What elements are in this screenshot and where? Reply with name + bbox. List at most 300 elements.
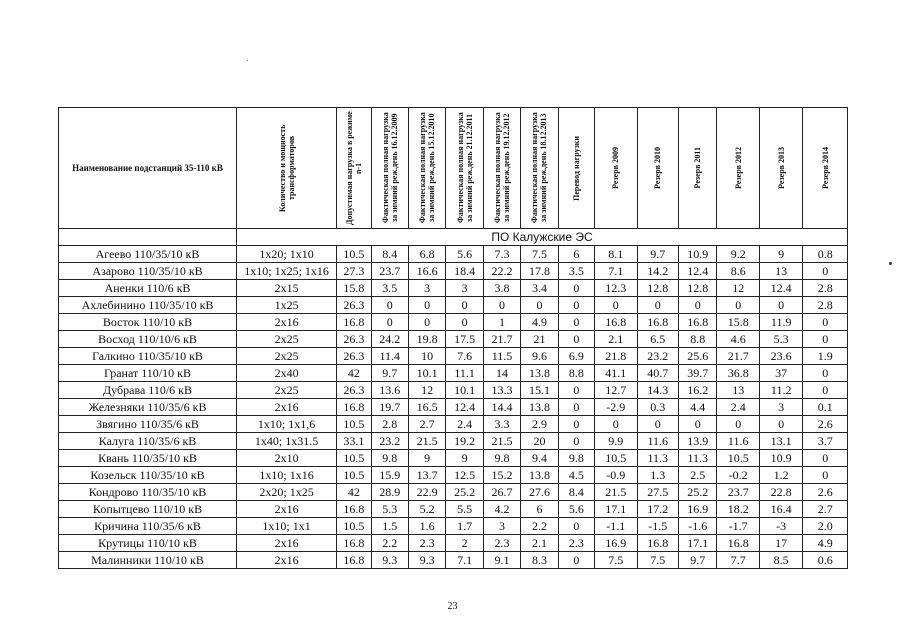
header-load-2013 (521, 108, 558, 229)
cell-load-2009: 23.7 (371, 263, 408, 280)
cell-substation-name: Агеево 110/35/10 кВ (59, 246, 237, 263)
cell-substation-name: Восход 110/10/6 кВ (59, 331, 237, 348)
cell-load-2010: 6.8 (408, 246, 445, 263)
cell-reserve-2011: 13.9 (679, 433, 717, 450)
header-load-2012 (483, 108, 520, 229)
header-label: Допустимая нагрузка в режиме n-1 (344, 111, 363, 225)
cell-load-2010: 9 (408, 450, 445, 467)
cell-reserve-2012: 16.8 (717, 535, 759, 552)
cell-reserve-2012: 0 (717, 416, 759, 433)
cell-load-2011: 19.2 (446, 433, 483, 450)
cell-load-2012: 4.2 (483, 501, 520, 518)
cell-reserve-2012: 8.6 (717, 263, 759, 280)
cell-reserve-2013: 10.9 (759, 450, 802, 467)
cell-reserve-2014: 2.7 (803, 501, 848, 518)
cell-load-2013: 13.8 (521, 399, 558, 416)
cell-reserve-2013: 9 (759, 246, 802, 263)
cell-permissible-load: 26.3 (337, 348, 371, 365)
cell-transformers: 2x16 (237, 314, 337, 331)
cell-reserve-2010: 0 (637, 416, 678, 433)
table-header-row (59, 108, 848, 229)
cell-reserve-2009: 8.1 (595, 246, 637, 263)
cell-load-2011: 5.5 (446, 501, 483, 518)
table-row (59, 280, 848, 297)
cell-reserve-2012: 15.8 (717, 314, 759, 331)
cell-reserve-2014: 0 (803, 467, 848, 484)
cell-substation-name: Восток 110/10 кВ (59, 314, 237, 331)
table-row (59, 365, 848, 382)
header-label: Резерв 2013 (776, 147, 786, 189)
cell-substation-name: Малинники 110/10 кВ (59, 552, 237, 569)
cell-load-2009: 19.7 (371, 399, 408, 416)
cell-reserve-2011: 0 (679, 416, 717, 433)
cell-load-2009: 0 (371, 314, 408, 331)
cell-reserve-2011: 2.5 (679, 467, 717, 484)
cell-load-2013: 9.6 (521, 348, 558, 365)
cell-reserve-2010: 16.8 (637, 314, 678, 331)
cell-load-2011: 0 (446, 297, 483, 314)
cell-load-2010: 10 (408, 348, 445, 365)
cell-reserve-2009: 16.8 (595, 314, 637, 331)
cell-load-2013: 17.8 (521, 263, 558, 280)
header-load-transfer (558, 108, 594, 229)
cell-reserve-2013: 8.5 (759, 552, 802, 569)
table-row (59, 246, 848, 263)
header-label: Резерв 2009 (611, 147, 621, 189)
cell-reserve-2013: 22.8 (759, 484, 802, 501)
cell-reserve-2009: 10.5 (595, 450, 637, 467)
cell-transformers: 1x40; 1x31.5 (237, 433, 337, 450)
table-row (59, 348, 848, 365)
cell-reserve-2012: -1.7 (717, 518, 759, 535)
cell-permissible-load: 15.8 (337, 280, 371, 297)
cell-load-2010: 22.9 (408, 484, 445, 501)
cell-transformers: 2x40 (237, 365, 337, 382)
cell-reserve-2010: 14.3 (637, 382, 678, 399)
cell-load-2012: 15.2 (483, 467, 520, 484)
cell-load-2010: 0 (408, 297, 445, 314)
cell-load-2009: 23.2 (371, 433, 408, 450)
cell-reserve-2009: -1.1 (595, 518, 637, 535)
cell-reserve-2014: 0.6 (803, 552, 848, 569)
header-label: Перевод нагрузки (571, 135, 581, 201)
cell-reserve-2010: 0 (637, 297, 678, 314)
cell-reserve-2011: 12.8 (679, 280, 717, 297)
cell-reserve-2013: 13 (759, 263, 802, 280)
cell-load-2010: 21.5 (408, 433, 445, 450)
cell-load-2011: 25.2 (446, 484, 483, 501)
cell-transformers: 2x10 (237, 450, 337, 467)
cell-load-2009: 8.4 (371, 246, 408, 263)
cell-load-transfer: 0 (558, 382, 594, 399)
cell-load-2010: 2.7 (408, 416, 445, 433)
cell-transformers: 1x10; 1x16 (237, 467, 337, 484)
header-label: Резерв 2014 (820, 147, 830, 189)
cell-reserve-2013: 11.2 (759, 382, 802, 399)
cell-reserve-2012: 18.2 (717, 501, 759, 518)
header-label: Фактическая полная нагрузка за зимний реж.день 15.12.2010 (418, 112, 437, 224)
cell-load-2010: 19.8 (408, 331, 445, 348)
cell-load-2011: 7.1 (446, 552, 483, 569)
cell-reserve-2013: 23.6 (759, 348, 802, 365)
cell-reserve-2012: 7.7 (717, 552, 759, 569)
cell-reserve-2012: 2.4 (717, 399, 759, 416)
table-row (59, 297, 848, 314)
cell-transformers: 2x25 (237, 331, 337, 348)
table-row (59, 552, 848, 569)
header-reserve-2010 (637, 108, 678, 229)
cell-reserve-2009: -2.9 (595, 399, 637, 416)
header-label: Фактическая полная нагрузка за зимний реж.день 19.12.2012 (493, 112, 512, 224)
header-reserve-2012 (717, 108, 759, 229)
cell-load-2012: 21.5 (483, 433, 520, 450)
scan-speck (247, 60, 248, 61)
cell-reserve-2010: 1.3 (637, 467, 678, 484)
header-load-2010 (408, 108, 445, 229)
cell-transformers: 2x15 (237, 280, 337, 297)
cell-load-transfer: 6 (558, 246, 594, 263)
cell-reserve-2014: 0 (803, 314, 848, 331)
cell-reserve-2010: 16.8 (637, 535, 678, 552)
cell-load-2011: 12.5 (446, 467, 483, 484)
cell-reserve-2010: 40.7 (637, 365, 678, 382)
cell-load-transfer: 4.5 (558, 467, 594, 484)
cell-permissible-load: 10.5 (337, 246, 371, 263)
cell-reserve-2009: 0 (595, 297, 637, 314)
cell-reserve-2013: -3 (759, 518, 802, 535)
cell-permissible-load: 16.8 (337, 552, 371, 569)
cell-reserve-2011: 12.4 (679, 263, 717, 280)
cell-load-2013: 7.5 (521, 246, 558, 263)
cell-permissible-load: 27.3 (337, 263, 371, 280)
cell-reserve-2014: 0 (803, 365, 848, 382)
cell-reserve-2012: 4.6 (717, 331, 759, 348)
table-row (59, 467, 848, 484)
cell-load-2012: 1 (483, 314, 520, 331)
cell-load-transfer: 0 (558, 280, 594, 297)
cell-load-2012: 0 (483, 297, 520, 314)
cell-load-2011: 7.6 (446, 348, 483, 365)
cell-load-2009: 11.4 (371, 348, 408, 365)
header-label: Резерв 2011 (693, 147, 703, 189)
cell-load-2011: 17.5 (446, 331, 483, 348)
cell-reserve-2013: 37 (759, 365, 802, 382)
header-label: Резерв 2010 (653, 147, 663, 189)
cell-load-2013: 8.3 (521, 552, 558, 569)
cell-reserve-2011: 11.3 (679, 450, 717, 467)
cell-load-2012: 2.3 (483, 535, 520, 552)
table-row (59, 518, 848, 535)
cell-reserve-2014: 2.8 (803, 297, 848, 314)
cell-load-2012: 11.5 (483, 348, 520, 365)
cell-load-transfer: 5.6 (558, 501, 594, 518)
cell-transformers: 1x10; 1x1 (237, 518, 337, 535)
header-load-2009 (371, 108, 408, 229)
header-label: Резерв 2012 (733, 147, 743, 189)
cell-load-2011: 18.4 (446, 263, 483, 280)
cell-substation-name: Крутицы 110/10 кВ (59, 535, 237, 552)
cell-transformers: 1x10; 1x1,6 (237, 416, 337, 433)
cell-load-2010: 2.3 (408, 535, 445, 552)
cell-reserve-2009: 7.1 (595, 263, 637, 280)
cell-reserve-2010: 12.8 (637, 280, 678, 297)
cell-reserve-2010: 27.5 (637, 484, 678, 501)
cell-load-2013: 21 (521, 331, 558, 348)
cell-load-transfer: 0 (558, 297, 594, 314)
cell-load-2009: 15.9 (371, 467, 408, 484)
cell-transformers: 1x20; 1x10 (237, 246, 337, 263)
cell-substation-name: Ахлебинино 110/35/10 кВ (59, 297, 237, 314)
cell-reserve-2011: 25.6 (679, 348, 717, 365)
cell-load-2011: 11.1 (446, 365, 483, 382)
cell-transformers: 2x16 (237, 535, 337, 552)
cell-reserve-2011: 0 (679, 297, 717, 314)
cell-load-transfer: 2.3 (558, 535, 594, 552)
cell-load-2012: 3.3 (483, 416, 520, 433)
cell-permissible-load: 26.3 (337, 331, 371, 348)
cell-reserve-2010: 17.2 (637, 501, 678, 518)
header-transformers (237, 108, 337, 229)
cell-reserve-2014: 2.8 (803, 280, 848, 297)
cell-load-transfer: 0 (558, 416, 594, 433)
cell-load-2009: 2.8 (371, 416, 408, 433)
cell-substation-name: Калуга 110/35/6 кВ (59, 433, 237, 450)
cell-load-2010: 1.6 (408, 518, 445, 535)
table-row (59, 263, 848, 280)
cell-substation-name: Аненки 110/6 кВ (59, 280, 237, 297)
cell-load-2013: 6 (521, 501, 558, 518)
cell-reserve-2012: 36.8 (717, 365, 759, 382)
cell-permissible-load: 10.5 (337, 518, 371, 535)
cell-reserve-2011: -1.6 (679, 518, 717, 535)
cell-permissible-load: 33.1 (337, 433, 371, 450)
header-label: Фактическая полная нагрузка за зимний реж.день 18.12.2013 (530, 112, 549, 224)
section-title: ПО Калужские ЭС (237, 229, 848, 246)
table-row (59, 501, 848, 518)
header-substation-name: Наименование подстанций 35-110 кВ (59, 108, 237, 229)
cell-load-transfer: 0 (558, 314, 594, 331)
cell-load-2012: 14 (483, 365, 520, 382)
cell-transformers: 2x16 (237, 501, 337, 518)
cell-reserve-2010: 9.7 (637, 246, 678, 263)
header-reserve-2013 (759, 108, 802, 229)
cell-reserve-2011: 16.9 (679, 501, 717, 518)
header-reserve-2009 (595, 108, 637, 229)
cell-reserve-2009: 41.1 (595, 365, 637, 382)
cell-substation-name: Кричина 110/35/6 кВ (59, 518, 237, 535)
cell-reserve-2009: 17.1 (595, 501, 637, 518)
cell-reserve-2011: 16.2 (679, 382, 717, 399)
cell-load-2009: 9.8 (371, 450, 408, 467)
cell-load-transfer: 8.8 (558, 365, 594, 382)
cell-load-2009: 5.3 (371, 501, 408, 518)
cell-reserve-2014: 0 (803, 263, 848, 280)
cell-reserve-2009: 21.5 (595, 484, 637, 501)
cell-reserve-2014: 0 (803, 382, 848, 399)
cell-transformers: 2x16 (237, 552, 337, 569)
cell-reserve-2014: 0 (803, 331, 848, 348)
cell-transformers: 1x25 (237, 297, 337, 314)
table-row (59, 450, 848, 467)
cell-reserve-2012: 21.7 (717, 348, 759, 365)
cell-reserve-2009: -0.9 (595, 467, 637, 484)
page-number: 23 (447, 601, 458, 612)
cell-reserve-2011: 39.7 (679, 365, 717, 382)
cell-reserve-2013: 17 (759, 535, 802, 552)
cell-load-2009: 1.5 (371, 518, 408, 535)
cell-load-2010: 13.7 (408, 467, 445, 484)
cell-reserve-2010: 23.2 (637, 348, 678, 365)
cell-permissible-load: 10.5 (337, 450, 371, 467)
cell-load-2012: 26.7 (483, 484, 520, 501)
cell-reserve-2014: 4.9 (803, 535, 848, 552)
cell-load-2011: 3 (446, 280, 483, 297)
cell-substation-name: Дубрава 110/6 кВ (59, 382, 237, 399)
cell-reserve-2010: 7.5 (637, 552, 678, 569)
cell-load-2012: 9.1 (483, 552, 520, 569)
cell-substation-name: Козельск 110/35/10 кВ (59, 467, 237, 484)
section-left-spacer (59, 229, 237, 246)
cell-transformers: 1x10; 1x25; 1x16 (237, 263, 337, 280)
cell-transformers: 2x16 (237, 399, 337, 416)
cell-reserve-2013: 0 (759, 416, 802, 433)
cell-reserve-2011: 9.7 (679, 552, 717, 569)
table-row (59, 399, 848, 416)
cell-load-transfer: 8.4 (558, 484, 594, 501)
cell-transformers: 2x25 (237, 382, 337, 399)
cell-reserve-2013: 13.1 (759, 433, 802, 450)
cell-load-2012: 13.3 (483, 382, 520, 399)
cell-substation-name: Азарово 110/35/10 кВ (59, 263, 237, 280)
cell-reserve-2009: 9.9 (595, 433, 637, 450)
cell-load-2013: 2.9 (521, 416, 558, 433)
header-permissible-load (337, 108, 371, 229)
table-row (59, 331, 848, 348)
cell-load-2010: 10.1 (408, 365, 445, 382)
cell-reserve-2010: 0.3 (637, 399, 678, 416)
cell-reserve-2011: 10.9 (679, 246, 717, 263)
cell-reserve-2012: 23.7 (717, 484, 759, 501)
cell-load-2012: 14.4 (483, 399, 520, 416)
header-label: Количество и мощность трансформаторов (277, 124, 296, 212)
cell-load-2010: 0 (408, 314, 445, 331)
document-page (58, 107, 848, 569)
substation-load-table (58, 107, 848, 569)
cell-reserve-2009: 0 (595, 416, 637, 433)
cell-load-transfer: 0 (558, 518, 594, 535)
cell-permissible-load: 16.8 (337, 535, 371, 552)
cell-load-2011: 10.1 (446, 382, 483, 399)
header-reserve-2011 (679, 108, 717, 229)
cell-reserve-2014: 1.9 (803, 348, 848, 365)
cell-reserve-2010: 11.3 (637, 450, 678, 467)
cell-load-2010: 5.2 (408, 501, 445, 518)
cell-reserve-2011: 4.4 (679, 399, 717, 416)
cell-substation-name: Квань 110/35/10 кВ (59, 450, 237, 467)
header-label: Фактическая полная нагрузка за зимний реж.день 21.12.2011 (455, 112, 474, 224)
cell-reserve-2014: 2.6 (803, 416, 848, 433)
cell-reserve-2012: 12 (717, 280, 759, 297)
cell-reserve-2013: 5.3 (759, 331, 802, 348)
section-row (59, 229, 848, 246)
cell-substation-name: Галкино 110/35/10 кВ (59, 348, 237, 365)
cell-load-2013: 2.1 (521, 535, 558, 552)
cell-reserve-2012: 0 (717, 297, 759, 314)
table-row (59, 314, 848, 331)
cell-reserve-2013: 3 (759, 399, 802, 416)
cell-reserve-2014: 0.8 (803, 246, 848, 263)
cell-reserve-2009: 7.5 (595, 552, 637, 569)
cell-permissible-load: 42 (337, 365, 371, 382)
cell-permissible-load: 10.5 (337, 416, 371, 433)
cell-load-2012: 22.2 (483, 263, 520, 280)
cell-load-2009: 9.7 (371, 365, 408, 382)
cell-reserve-2014: 2.0 (803, 518, 848, 535)
cell-load-2011: 2.4 (446, 416, 483, 433)
cell-load-2013: 9.4 (521, 450, 558, 467)
cell-reserve-2014: 0 (803, 450, 848, 467)
cell-substation-name: Кондрово 110/35/10 кВ (59, 484, 237, 501)
cell-substation-name: Железняки 110/35/6 кВ (59, 399, 237, 416)
table-row (59, 433, 848, 450)
cell-reserve-2011: 17.1 (679, 535, 717, 552)
cell-load-2013: 20 (521, 433, 558, 450)
cell-load-2011: 12.4 (446, 399, 483, 416)
cell-reserve-2010: 14.2 (637, 263, 678, 280)
cell-reserve-2012: 13 (717, 382, 759, 399)
cell-load-2009: 28.9 (371, 484, 408, 501)
header-label: Фактическая полная нагрузка за зимний реж.день 16.12.2009 (380, 112, 399, 224)
header-load-2011 (446, 108, 483, 229)
cell-load-2012: 9.8 (483, 450, 520, 467)
cell-load-2009: 24.2 (371, 331, 408, 348)
cell-load-2011: 0 (446, 314, 483, 331)
cell-load-2012: 21.7 (483, 331, 520, 348)
cell-load-2013: 15.1 (521, 382, 558, 399)
cell-load-2013: 13.8 (521, 467, 558, 484)
cell-load-2012: 3.8 (483, 280, 520, 297)
cell-substation-name: Копытцево 110/10 кВ (59, 501, 237, 518)
cell-permissible-load: 42 (337, 484, 371, 501)
cell-reserve-2014: 0.1 (803, 399, 848, 416)
cell-load-2010: 16.5 (408, 399, 445, 416)
cell-reserve-2014: 2.6 (803, 484, 848, 501)
cell-reserve-2013: 11.9 (759, 314, 802, 331)
cell-load-2013: 4.9 (521, 314, 558, 331)
cell-reserve-2013: 0 (759, 297, 802, 314)
cell-load-2010: 9.3 (408, 552, 445, 569)
cell-load-2011: 1.7 (446, 518, 483, 535)
cell-permissible-load: 10.5 (337, 467, 371, 484)
cell-load-2010: 12 (408, 382, 445, 399)
cell-load-2011: 5.6 (446, 246, 483, 263)
cell-load-2009: 2.2 (371, 535, 408, 552)
cell-reserve-2009: 12.7 (595, 382, 637, 399)
cell-load-2009: 13.6 (371, 382, 408, 399)
cell-reserve-2012: 9.2 (717, 246, 759, 263)
cell-load-2012: 3 (483, 518, 520, 535)
cell-load-transfer: 0 (558, 552, 594, 569)
cell-reserve-2009: 12.3 (595, 280, 637, 297)
header-reserve-2014 (803, 108, 848, 229)
cell-substation-name: Гранат 110/10 кВ (59, 365, 237, 382)
cell-load-transfer: 9.8 (558, 450, 594, 467)
cell-transformers: 2x25 (237, 348, 337, 365)
cell-load-2010: 16.6 (408, 263, 445, 280)
cell-load-2012: 7.3 (483, 246, 520, 263)
cell-reserve-2009: 16.9 (595, 535, 637, 552)
cell-load-transfer: 6.9 (558, 348, 594, 365)
